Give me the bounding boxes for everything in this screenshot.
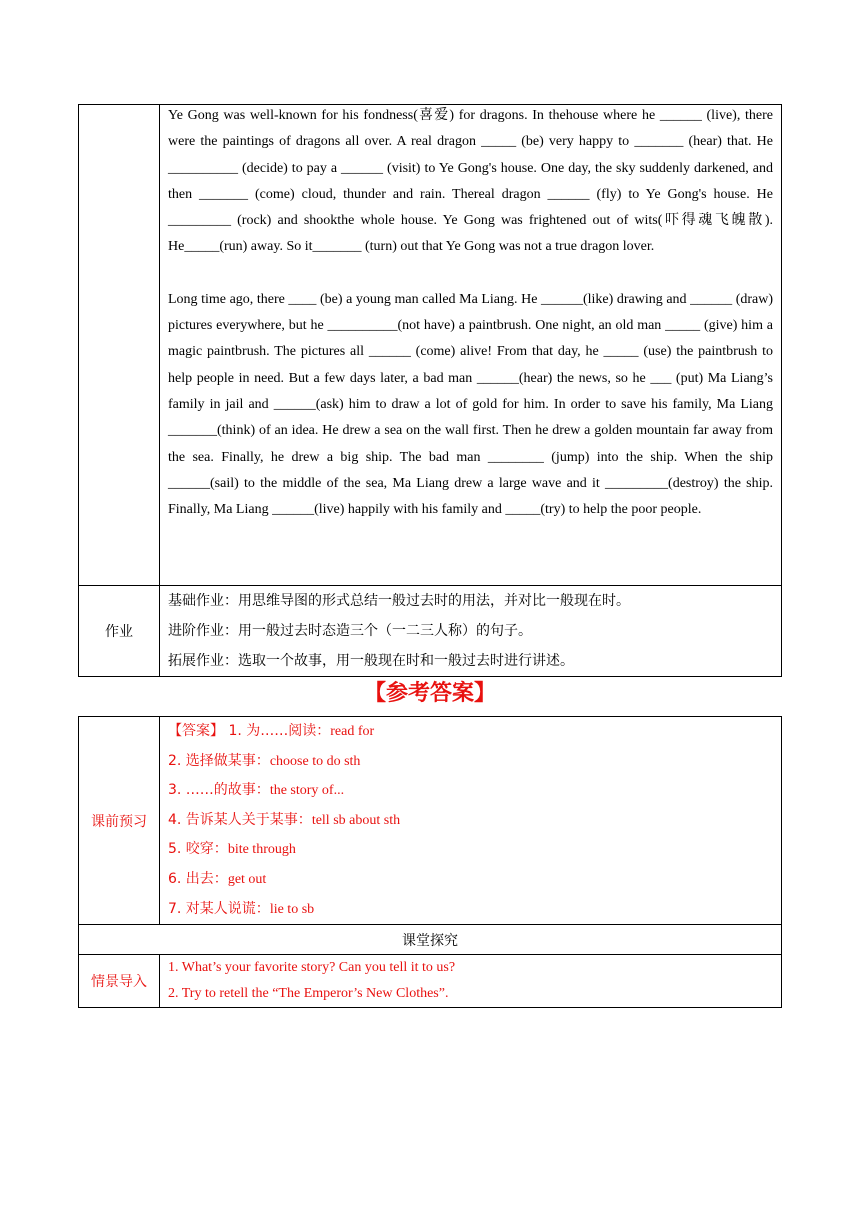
preview-item: 【答案】 1. 为……阅读：read for bbox=[168, 723, 375, 739]
passage-ma-liang: Long time ago, there ____ (be) a young man called Ma Liang. He ______(like) drawing and ______ (draw) pictures everywhere, but he __________(not have) a paintbrush. One night, an old man _____ (give) him a magic paintbrush. The pictures all ______ (come) alive! From that day, he _____ (use) the paintbrush to help people in need. But a few days later, a bad man ______(hear) the news, so he ___ (put) Ma Liang’s family in jail and ______(ask) him to draw a lot of gold for him. In order to save his family, Ma Liang _______(think) of an idea. He drew a sea on the wall first. Then he drew a golden mountain far away from the sea. Finally, he drew a big ship. The bad man ________ (jump) into the ship. When the ship ______(sail) to the middle of the sea, Ma Liang drew a large wave and it _________(destroy) the ship. Finally, Ma Liang ______(live) happily with his family and _____(try) to help the poor people. bbox=[168, 291, 773, 518]
homework-extended: 拓展作业：选取一个故事，用一般现在时和一般过去时进行讲述。 bbox=[168, 653, 574, 669]
passage-ye-gong: Ye Gong was well-known for his fondness(喜爱) for dragons. In thehouse where he ______ (live), there were the paintings of dragons all over. A real dragon _____ (be) very happy to _______ (hear) that. He __________ (decide) to pay a ______ (visit) to Ye Gong's house. One day, the sky suddenly darkened, and then _______ (come) cloud, thunder and rain. Thereal dragon ______ (fly) to Ye Gong's house. He _________ (rock) and shookthe whole house. Ye Gong was frightened out of wits(吓得魂飞魄散). He_____(run) away. So it_______ (turn) out that Ye Gong was not a true dragon lover. bbox=[168, 108, 773, 255]
situation-question: 1. What’s your favorite story? Can you tell it to us? bbox=[168, 960, 456, 976]
passage-cell bbox=[160, 105, 782, 586]
answer-table bbox=[78, 716, 782, 1008]
preview-item: 6. 出去：get out bbox=[168, 870, 267, 887]
situation-task: 2. Try to retell the “The Emperor’s New Clothes”. bbox=[168, 986, 449, 1002]
answer-heading: 【参考答案】 bbox=[363, 681, 496, 706]
homework-label: 作业 bbox=[79, 586, 160, 677]
situation-label: 情景导入 bbox=[79, 955, 160, 1008]
preview-item: 4. 告诉某人关于某事：tell sb about sth bbox=[168, 811, 401, 828]
preview-item: 3. ……的故事：the story of... bbox=[168, 782, 345, 799]
preview-label: 课前预习 bbox=[79, 717, 160, 925]
preview-item: 2. 选择做某事：choose to do sth bbox=[168, 752, 361, 769]
preview-item: 7. 对某人说谎：lie to sb bbox=[168, 900, 315, 917]
homework-cell bbox=[160, 586, 782, 677]
situation-cell bbox=[160, 955, 782, 1008]
passage-table bbox=[78, 104, 782, 677]
passage-label-cell bbox=[79, 105, 160, 586]
preview-cell bbox=[160, 717, 782, 925]
homework-basic: 基础作业：用思维导图的形式总结一般过去时的用法，并对比一般现在时。 bbox=[168, 593, 630, 609]
homework-advanced: 进阶作业：用一般过去时态造三个（一二三人称）的句子。 bbox=[168, 623, 532, 639]
explore-header: 课堂探究 bbox=[79, 925, 782, 955]
preview-item: 5. 咬穿：bite through bbox=[168, 841, 296, 858]
